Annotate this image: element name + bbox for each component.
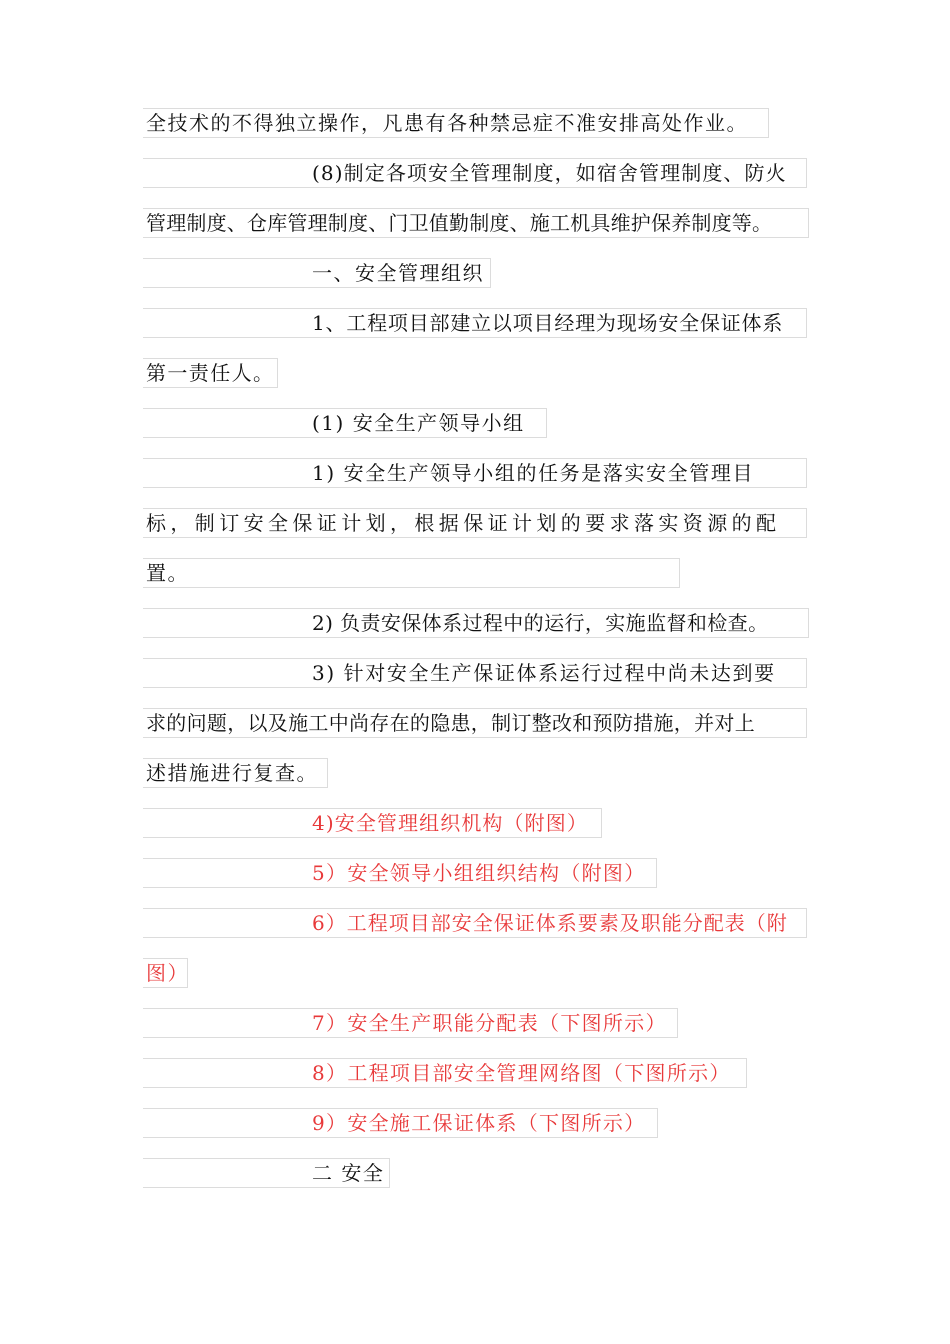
text-line — [143, 308, 807, 338]
line-text: 置。 — [146, 561, 189, 585]
subsection-heading — [143, 408, 547, 438]
line-text: 1、工程项目部建立以项目经理为现场安全保证体系 — [312, 311, 784, 335]
text-line — [143, 558, 680, 588]
line-text: 9）安全施工保证体系（下图所示） — [312, 1111, 646, 1135]
section-heading — [143, 1158, 390, 1188]
line-text: (8)制定各项安全管理制度，如宿舍管理制度、防火 — [312, 161, 787, 185]
text-line — [143, 708, 807, 738]
line-text: 求的问题，以及施工中尚存在的隐患，制订整改和预防措施，并对上 — [146, 711, 755, 735]
text-line — [143, 758, 328, 788]
text-line — [143, 658, 807, 688]
line-text: 一、安全管理组织 — [312, 261, 484, 285]
line-text: 5）安全领导小组组织结构（附图） — [312, 861, 646, 885]
line-text: 4)安全管理组织机构（附图） — [312, 811, 588, 835]
figure-reference — [143, 908, 807, 938]
figure-reference — [143, 1108, 658, 1138]
text-line — [143, 208, 809, 238]
line-text: 述措施进行复查。 — [146, 761, 318, 785]
figure-reference — [143, 808, 602, 838]
figure-reference — [143, 1058, 747, 1088]
line-text: (1) 安全生产领导小组 — [312, 411, 525, 435]
text-line — [143, 108, 769, 138]
line-text: 管理制度、仓库管理制度、门卫值勤制度、施工机具维护保养制度等。 — [146, 211, 773, 235]
text-line — [143, 608, 809, 638]
line-text: 7）安全生产职能分配表（下图所示） — [312, 1011, 667, 1035]
figure-reference — [143, 958, 188, 988]
line-text: 1) 安全生产领导小组的任务是落实安全管理目 — [312, 461, 755, 485]
line-text: 3) 针对安全生产保证体系运行过程中尚未达到要 — [312, 661, 776, 685]
text-line — [143, 158, 807, 188]
line-text: 6）工程项目部安全保证体系要素及职能分配表（附 — [312, 911, 788, 935]
line-text: 2) 负责安保体系过程中的运行，实施监督和检查。 — [312, 611, 769, 635]
section-heading — [143, 258, 491, 288]
line-text: 二 安全 — [312, 1161, 385, 1185]
text-line — [143, 508, 807, 538]
line-text: 标，制订安全保证计划，根据保证计划的要求落实资源的配 — [146, 511, 781, 535]
figure-reference — [143, 858, 657, 888]
figure-reference — [143, 1008, 678, 1038]
text-line — [143, 458, 807, 488]
text-line — [143, 358, 278, 388]
line-text: 8）工程项目部安全管理网络图（下图所示） — [312, 1061, 731, 1085]
line-text: 第一责任人。 — [146, 361, 275, 385]
line-text: 全技术的不得独立操作，凡患有各种禁忌症不准安排高处作业。 — [146, 111, 748, 135]
line-text: 图） — [146, 961, 189, 985]
